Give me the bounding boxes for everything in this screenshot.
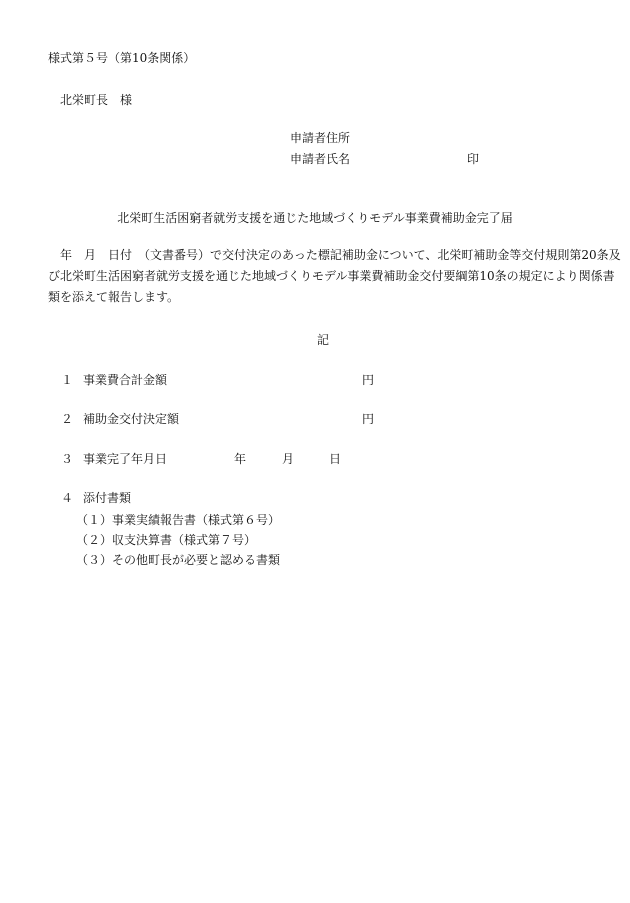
attachment-item-3: （３）その他町長が必要と認める書類: [76, 553, 281, 567]
item-completion-date: [61, 451, 167, 467]
item-1-label: 事業費合計金額: [83, 373, 168, 387]
applicant-name-label: 申請者氏名: [290, 152, 351, 166]
item-3-label: 事業完了年月日: [83, 452, 168, 466]
attachment-item-1: （１）事業実績報告書（様式第６号）: [76, 513, 281, 527]
form-number: 様式第５号（第10条関係）: [48, 51, 196, 65]
item-total-project-cost: [61, 372, 167, 388]
item-1-unit: 円: [362, 373, 375, 387]
item-attachments: [61, 490, 131, 506]
applicant-address-label: 申請者住所: [290, 131, 351, 145]
item-2-unit: 円: [362, 412, 375, 426]
item-4-label: 添付書類: [83, 491, 132, 505]
seal-mark: 印: [467, 152, 480, 166]
addressee: [60, 92, 132, 108]
item-1-number: １: [61, 373, 74, 387]
ki-heading: 記: [316, 333, 329, 347]
date-month-label: 月: [282, 452, 295, 466]
date-day-label: 日: [329, 452, 342, 466]
body-line-1: 年 月 日付 （文書番号）で交付決定のあった標記補助金について、北栄町補助金等交付規則第20条及: [48, 248, 621, 262]
document-title: 北栄町生活困窮者就労支援を通じた地域づくりモデル事業費補助金完了届: [117, 211, 513, 225]
body-line-3: 類を添えて報告します。: [48, 290, 180, 304]
item-2-number: ２: [61, 412, 74, 426]
body-paragraph: [48, 245, 621, 308]
item-2-label: 補助金交付決定額: [83, 412, 180, 426]
item-3-number: ３: [61, 452, 74, 466]
item-grant-decision-amount: [61, 411, 179, 427]
item-4-number: ４: [61, 491, 74, 505]
attachment-item-2: （２）収支決算書（様式第７号）: [76, 533, 257, 547]
addressee-honorific: 様: [120, 93, 133, 107]
addressee-name: 北栄町長: [60, 93, 109, 107]
date-year-label: 年: [234, 452, 247, 466]
body-line-2: び北栄町生活困窮者就労支援を通じた地域づくりモデル事業費補助金交付要綱第10条の規定により関係書: [48, 269, 615, 283]
